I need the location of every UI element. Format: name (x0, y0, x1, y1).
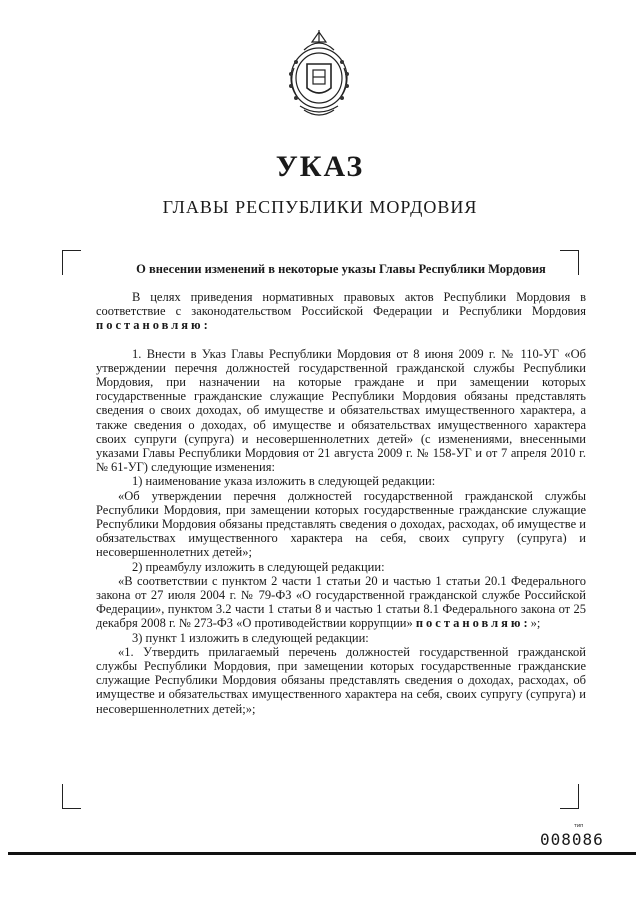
document-number: 008086 (540, 830, 604, 849)
quote-3: «1. Утвердить прилагаемый перечень должностей государственной гражданской службы Республики Мордовия, при замещении которых государственные гражданские служащие Республики Мордовия обязаны представлять сведения о доходах, расходах, об имуществе и обязательствах имущественного характера на себя, своих супругу (супруга) и несовершеннолетних детей;»; (96, 644, 586, 716)
bottom-rule (8, 852, 636, 855)
page-subtitle: ГЛАВЫ РЕСПУБЛИКИ МОРДОВИЯ (162, 197, 478, 217)
quote-2-keyword: постановляю: (415, 616, 531, 631)
subitem-1: 1) наименование указа изложить в следующей редакции: (132, 474, 436, 489)
quote-2-end: »; (530, 616, 541, 631)
item-1: 1. Внести в Указ Главы Республики Мордовия от 8 июня 2009 г. № 110-УГ «Об утверждении перечня должностей государственной гражданской службы Республики Мордовия, при назначении на которые граждане и при замещении которых государственные гражданские служащие Республики Мордовия обязаны представлять сведения о своих доходах, об имуществе и обязательствах имущественного характера, а также сведения о доходах, об имуществе и обязательствах имущественного характера своих супруги (супруга) и несовершеннолетних детей» (с изменениями, внесенными указами Главы Республики Мордовия от 21 августа 2009 г. № 158-УГ и от 7 апреля 2010 г. № 61-УГ) следующие изменения: (96, 346, 586, 475)
intro-paragraph (96, 290, 586, 333)
corner-mark-top-left (62, 250, 81, 275)
intro-text: В целях приведения нормативных правовых актов Республики Мордовия в соответствие с законодательством Российской Федерации и Республики Мордовия (96, 290, 586, 319)
subitem-3: 3) пункт 1 изложить в следующей редакции: (132, 630, 369, 645)
print-mark: тип (574, 823, 584, 829)
document-heading: О внесении изменений в некоторые указы Главы Республики Мордовия (136, 262, 546, 276)
quote-2 (96, 574, 586, 631)
page-title: УКАЗ (275, 150, 365, 183)
document-body (96, 290, 586, 716)
coat-of-arms-icon (282, 28, 356, 120)
corner-mark-bottom-left (62, 784, 81, 809)
quote-1: «Об утверждении перечня должностей государственной гражданской службы Республики Мордовия, при замещении которых государственные гражданские служащие Республики Мордовия обязаны представлять сведения о доходах, расходах, об имуществе и обязательствах имущественного характера на себя, своих супругу (супруга) и несовершеннолетних детей»; (96, 488, 586, 560)
corner-mark-bottom-right (560, 784, 579, 809)
intro-keyword: постановляю: (96, 318, 211, 333)
quote-2-text: «В соответствии с пунктом 2 части 1 статьи 20 и частью 1 статьи 20.1 Федерального закона от 27 июля 2004 г. № 79-ФЗ «О государственной гражданской службе Российской Федерации», пунктом 3.2 части 1 статьи 8 и частью 1 статьи 8.1 Федерального закона от 25 декабря 2008 г. № 273-ФЗ «О противодействии коррупции» (96, 573, 586, 631)
subitem-2: 2) преамбулу изложить в следующей редакции: (132, 559, 385, 574)
